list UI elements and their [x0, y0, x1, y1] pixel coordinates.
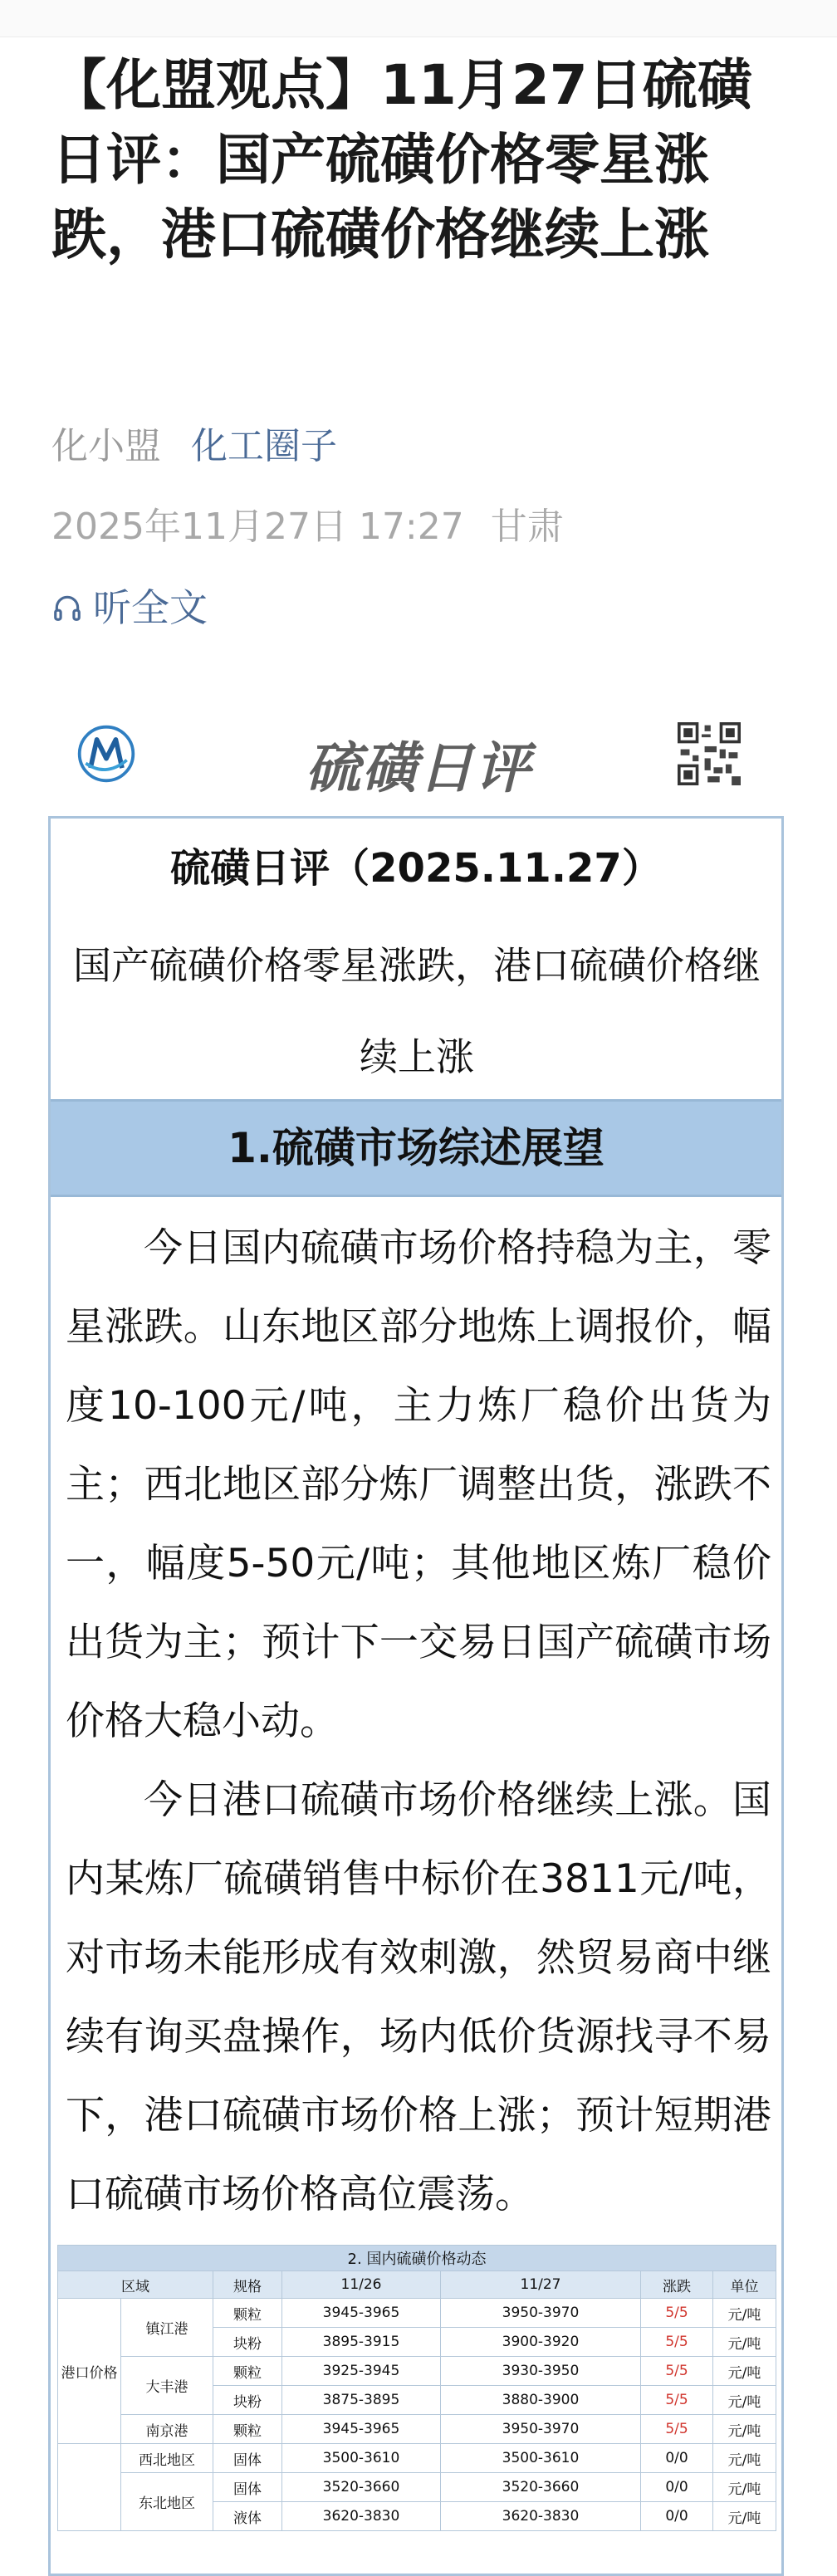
unit-cell: 元/吨 [713, 2473, 776, 2502]
col-header: 区域 [58, 2271, 213, 2299]
region-name: 西北地区 [121, 2444, 213, 2473]
spec-cell: 颗粒 [213, 2357, 282, 2386]
col-header: 单位 [713, 2271, 776, 2299]
article-meta [51, 422, 337, 472]
unit-cell: 元/吨 [713, 2415, 776, 2444]
region-name: 东北地区 [121, 2473, 213, 2531]
price-cell: 3900-3920 [441, 2328, 641, 2357]
col-header: 涨跌 [641, 2271, 713, 2299]
price-cell: 3620-3830 [441, 2502, 641, 2531]
publish-info [51, 502, 564, 552]
price-cell: 3945-3965 [282, 2299, 441, 2328]
table-row [58, 2299, 776, 2328]
publish-datetime: 2025年11月27日 17:27 [51, 506, 464, 548]
region-group [58, 2444, 121, 2531]
price-cell: 3520-3660 [441, 2473, 641, 2502]
unit-cell: 元/吨 [713, 2328, 776, 2357]
top-bar [0, 0, 837, 37]
price-table [57, 2245, 776, 2531]
table-row [58, 2415, 776, 2444]
col-header: 11/26 [282, 2271, 441, 2299]
report-paragraph: 今日港口硫磺市场价格继续上涨。国内某炼厂硫磺销售中标价在3811元/吨，对市场未能形成有效刺激，然贸易商中继续有询买盘操作，场内低价货源找寻不易下，港口硫磺市场价格上涨；预计短期港口硫磺市场价格高位震荡。 [66, 1777, 771, 2217]
table-row [58, 2444, 776, 2473]
port-name: 镇江港 [121, 2299, 213, 2357]
change-cell: 5/5 [641, 2357, 713, 2386]
port-name: 南京港 [121, 2415, 213, 2444]
price-cell: 3520-3660 [282, 2473, 441, 2502]
change-cell: 5/5 [641, 2328, 713, 2357]
price-cell: 3930-3950 [441, 2357, 641, 2386]
author-name[interactable]: 化小盟 [51, 425, 161, 467]
unit-cell: 元/吨 [713, 2444, 776, 2473]
report-subtitle: 国产硫磺价格零星涨跌，港口硫磺价格继续上涨 [73, 943, 761, 1079]
price-cell: 3895-3915 [282, 2328, 441, 2357]
unit-cell: 元/吨 [713, 2299, 776, 2328]
price-table-container [57, 2245, 776, 2531]
price-cell: 3950-3970 [441, 2299, 641, 2328]
unit-cell: 元/吨 [713, 2386, 776, 2415]
price-cell: 3950-3970 [441, 2415, 641, 2444]
listen-label: 听全文 [93, 585, 208, 630]
port-name: 大丰港 [121, 2357, 213, 2415]
report-body [66, 1209, 771, 2234]
change-cell: 5/5 [641, 2299, 713, 2328]
unit-cell: 元/吨 [713, 2357, 776, 2386]
price-cell: 3880-3900 [441, 2386, 641, 2415]
change-cell: 0/0 [641, 2444, 713, 2473]
table-row [58, 2473, 776, 2502]
price-cell: 3925-3945 [282, 2357, 441, 2386]
price-cell: 3875-3895 [282, 2386, 441, 2415]
price-cell: 3500-3610 [282, 2444, 441, 2473]
spec-cell: 液体 [213, 2502, 282, 2531]
headphones-icon [51, 592, 83, 623]
change-cell: 0/0 [641, 2473, 713, 2502]
table-row [58, 2357, 776, 2386]
report-title: 硫磺日评（2025.11.27） [170, 845, 662, 892]
table-caption: 2. 国内硫磺价格动态 [58, 2246, 776, 2271]
spec-cell: 固体 [213, 2473, 282, 2502]
report-header [51, 819, 781, 1099]
price-cell: 3620-3830 [282, 2502, 441, 2531]
listen-button[interactable] [51, 583, 208, 633]
report-card [48, 816, 784, 2576]
change-cell: 5/5 [641, 2415, 713, 2444]
spec-cell: 颗粒 [213, 2299, 282, 2328]
banner-title: 硫磺日评 [306, 736, 531, 800]
col-header: 11/27 [441, 2271, 641, 2299]
price-cell: 3945-3965 [282, 2415, 441, 2444]
spec-cell: 颗粒 [213, 2415, 282, 2444]
change-cell: 0/0 [641, 2502, 713, 2531]
unit-cell: 元/吨 [713, 2502, 776, 2531]
col-header: 规格 [213, 2271, 282, 2299]
price-cell: 3500-3610 [441, 2444, 641, 2473]
spec-cell: 块粉 [213, 2328, 282, 2357]
spec-cell: 固体 [213, 2444, 282, 2473]
qr-code-icon [678, 722, 741, 785]
report-banner [50, 714, 787, 800]
region-group: 港口价格 [58, 2299, 121, 2444]
section-heading: 1.硫磺市场综述展望 [51, 1099, 781, 1197]
report-paragraph: 今日国内硫磺市场价格持稳为主，零星涨跌。山东地区部分地炼上调报价，幅度10-100元/吨，主力炼厂稳价出货为主；西北地区部分炼厂调整出货，涨跌不一，幅度5-50元/吨；其他地区炼厂稳价出货为主；预计下一交易日国产硫磺市场价格大稳小动。 [66, 1225, 771, 1744]
publish-location: 甘肃 [490, 506, 564, 548]
spec-cell: 块粉 [213, 2386, 282, 2415]
change-cell: 5/5 [641, 2386, 713, 2415]
article-title: 【化盟观点】11月27日硫磺日评：国产硫磺价格零星涨跌，港口硫磺价格继续上涨 [51, 53, 752, 266]
account-link[interactable]: 化工圈子 [191, 425, 337, 467]
